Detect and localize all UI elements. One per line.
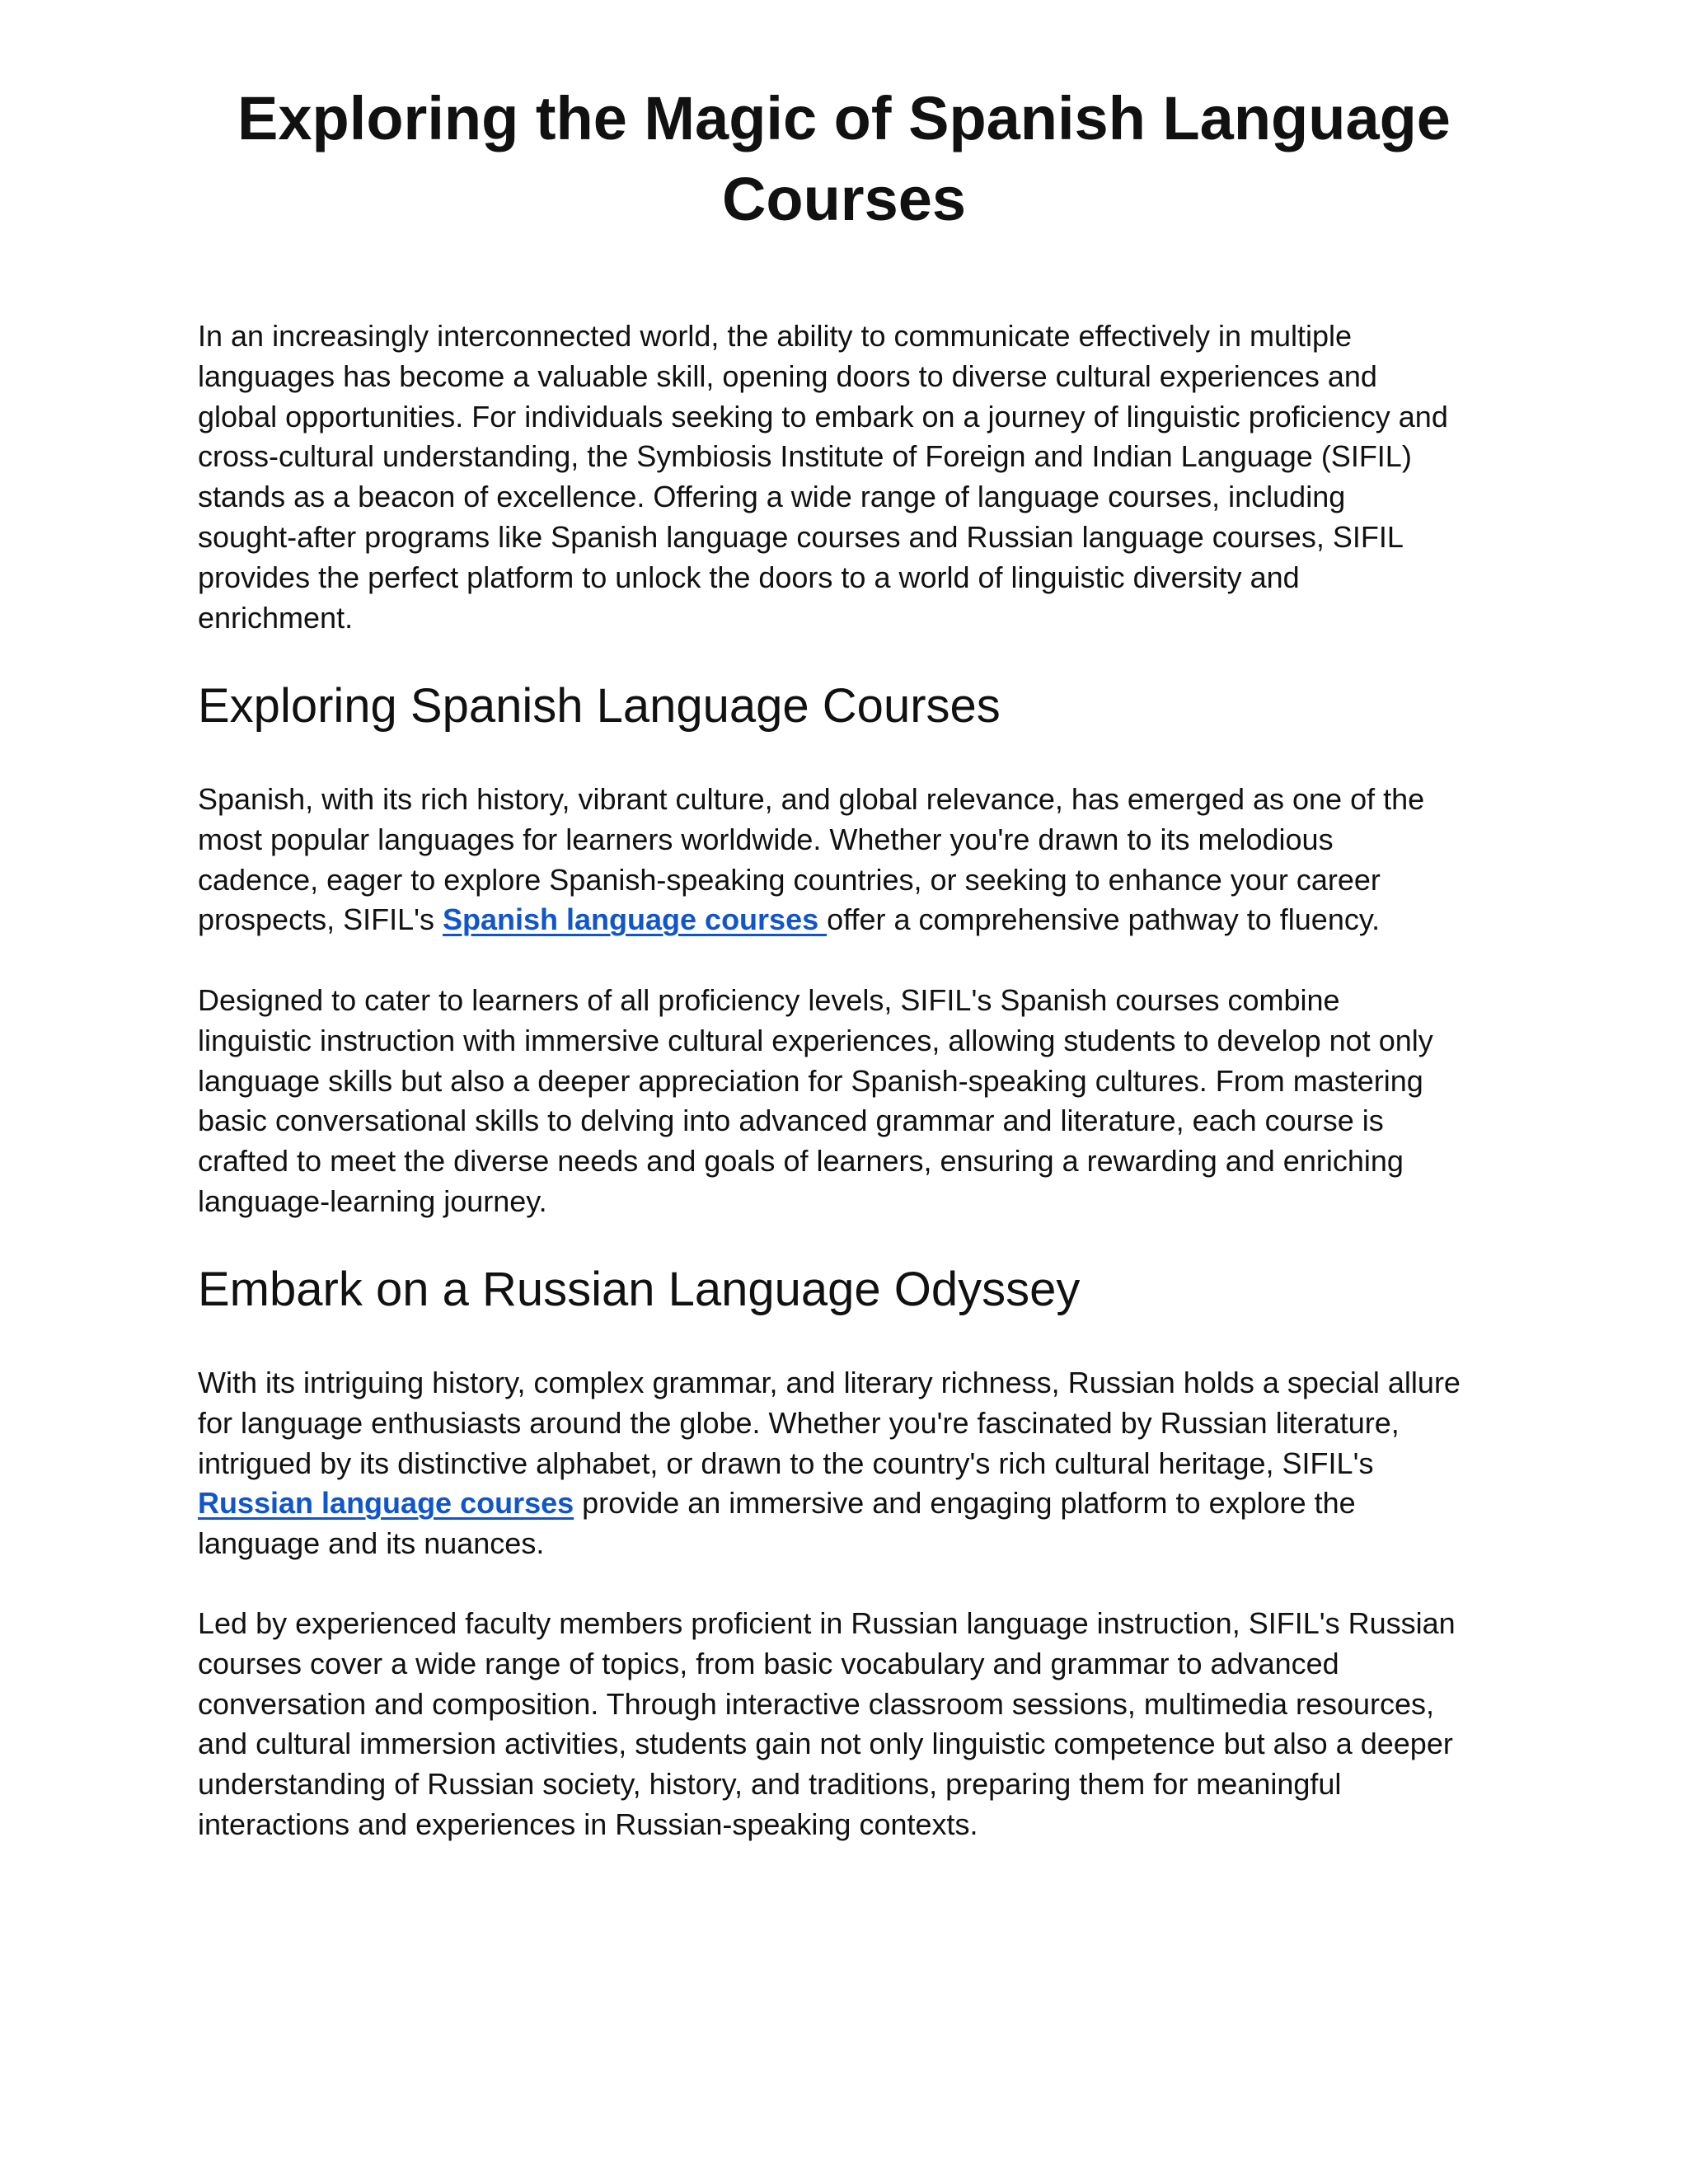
russian-p2-line: courses cover a wide range of topics, from basic vocabulary and grammar to advanced — [198, 1646, 1339, 1680]
russian-p1-line: intrigued by its distinctive alphabet, or drawn to the country's rich cultural heritage, SIFIL's — [198, 1446, 1374, 1480]
spanish-p1-line-last — [198, 900, 1500, 940]
spanish-p2-line: Designed to cater to learners of all proficiency levels, SIFIL's Spanish courses combine — [198, 983, 1340, 1017]
spanish-p1-text-before: prospects, SIFIL's — [198, 902, 443, 937]
spanish-section-heading: Exploring Spanish Language Courses — [198, 679, 1001, 733]
intro-line: languages has become a valuable skill, opening doors to diverse cultural experiences and — [198, 359, 1377, 393]
russian-p1-line-link — [198, 1483, 1500, 1524]
spanish-p2-line: language-learning journey. — [198, 1183, 547, 1218]
russian-p2-line: Led by experienced faculty members proficient in Russian language instruction, SIFIL's Russian — [198, 1606, 1456, 1640]
spanish-p2-line: linguistic instruction with immersive cultural experiences, allowing students to develop not only — [198, 1023, 1433, 1057]
spanish-p1-text-after: offer a comprehensive pathway to fluency. — [827, 902, 1381, 937]
intro-line: In an increasingly interconnected world, the ability to communicate effectively in multiple — [198, 319, 1353, 353]
title-line-2: Courses — [721, 165, 967, 233]
intro-line: global opportunities. For individuals seeking to embark on a journey of linguistic proficiency and — [198, 399, 1448, 434]
intro-line: cross-cultural understanding, the Symbiosis Institute of Foreign and Indian Language (SIFIL) — [198, 439, 1412, 474]
spanish-p1-line: cadence, eager to explore Spanish-speaking countries, or seeking to enhance your career — [198, 862, 1381, 897]
russian-section-heading: Embark on a Russian Language Odyssey — [198, 1263, 1081, 1316]
russian-p1-line: With its intriguing history, complex grammar, and literary richness, Russian holds a special allure — [198, 1366, 1461, 1399]
spanish-language-courses-link[interactable]: Spanish language courses — [442, 902, 828, 937]
intro-line: stands as a beacon of excellence. Offering a wide range of language courses, including — [198, 480, 1346, 514]
spanish-p2-line: crafted to meet the diverse needs and goals of learners, ensuring a rewarding and enriching — [198, 1144, 1404, 1179]
russian-language-courses-link[interactable]: Russian language courses — [198, 1486, 574, 1521]
intro-line: provides the perfect platform to unlock the doors to a world of linguistic diversity and — [198, 560, 1300, 594]
spanish-paragraph-2 — [198, 981, 1500, 1222]
russian-p1-line: language and its nuances. — [198, 1526, 545, 1561]
intro-paragraph — [198, 316, 1500, 638]
title-line-1: Exploring the Magic of Spanish Language — [237, 84, 1451, 152]
russian-p2-line: interactions and experiences in Russian-speaking contexts. — [198, 1807, 978, 1841]
russian-p2-line: conversation and composition. Through interactive classroom sessions, multimedia resources, — [198, 1686, 1435, 1721]
spanish-p1-line: most popular languages for learners worldwide. Whether you're drawn to its melodious — [198, 822, 1334, 856]
page-title — [198, 78, 1490, 240]
russian-paragraph-2 — [198, 1604, 1500, 1845]
russian-p2-line: and cultural immersion activities, students gain not only linguistic competence but also a deeper — [198, 1727, 1453, 1761]
russian-p1-text-after: provide an immersive and engaging platform to explore the — [574, 1486, 1356, 1521]
intro-line: sought-after programs like Spanish language courses and Russian language courses, SIFIL — [198, 519, 1404, 554]
spanish-p1-line: Spanish, with its rich history, vibrant culture, and global relevance, has emerged as one of the — [198, 782, 1425, 816]
russian-p1-line: for language enthusiasts around the globe. Whether you're fascinated by Russian literature, — [198, 1405, 1400, 1440]
spanish-p2-line: basic conversational skills to delving into advanced grammar and literature, each course is — [198, 1104, 1384, 1138]
russian-paragraph-1 — [198, 1363, 1500, 1564]
russian-p2-line: understanding of Russian society, history, and traditions, preparing them for meaningful — [198, 1767, 1342, 1802]
spanish-p2-line: language skills but also a deeper appreciation for Spanish-speaking cultures. From mastering — [198, 1063, 1423, 1098]
intro-line: enrichment. — [198, 600, 354, 635]
spanish-paragraph-1 — [198, 780, 1500, 940]
